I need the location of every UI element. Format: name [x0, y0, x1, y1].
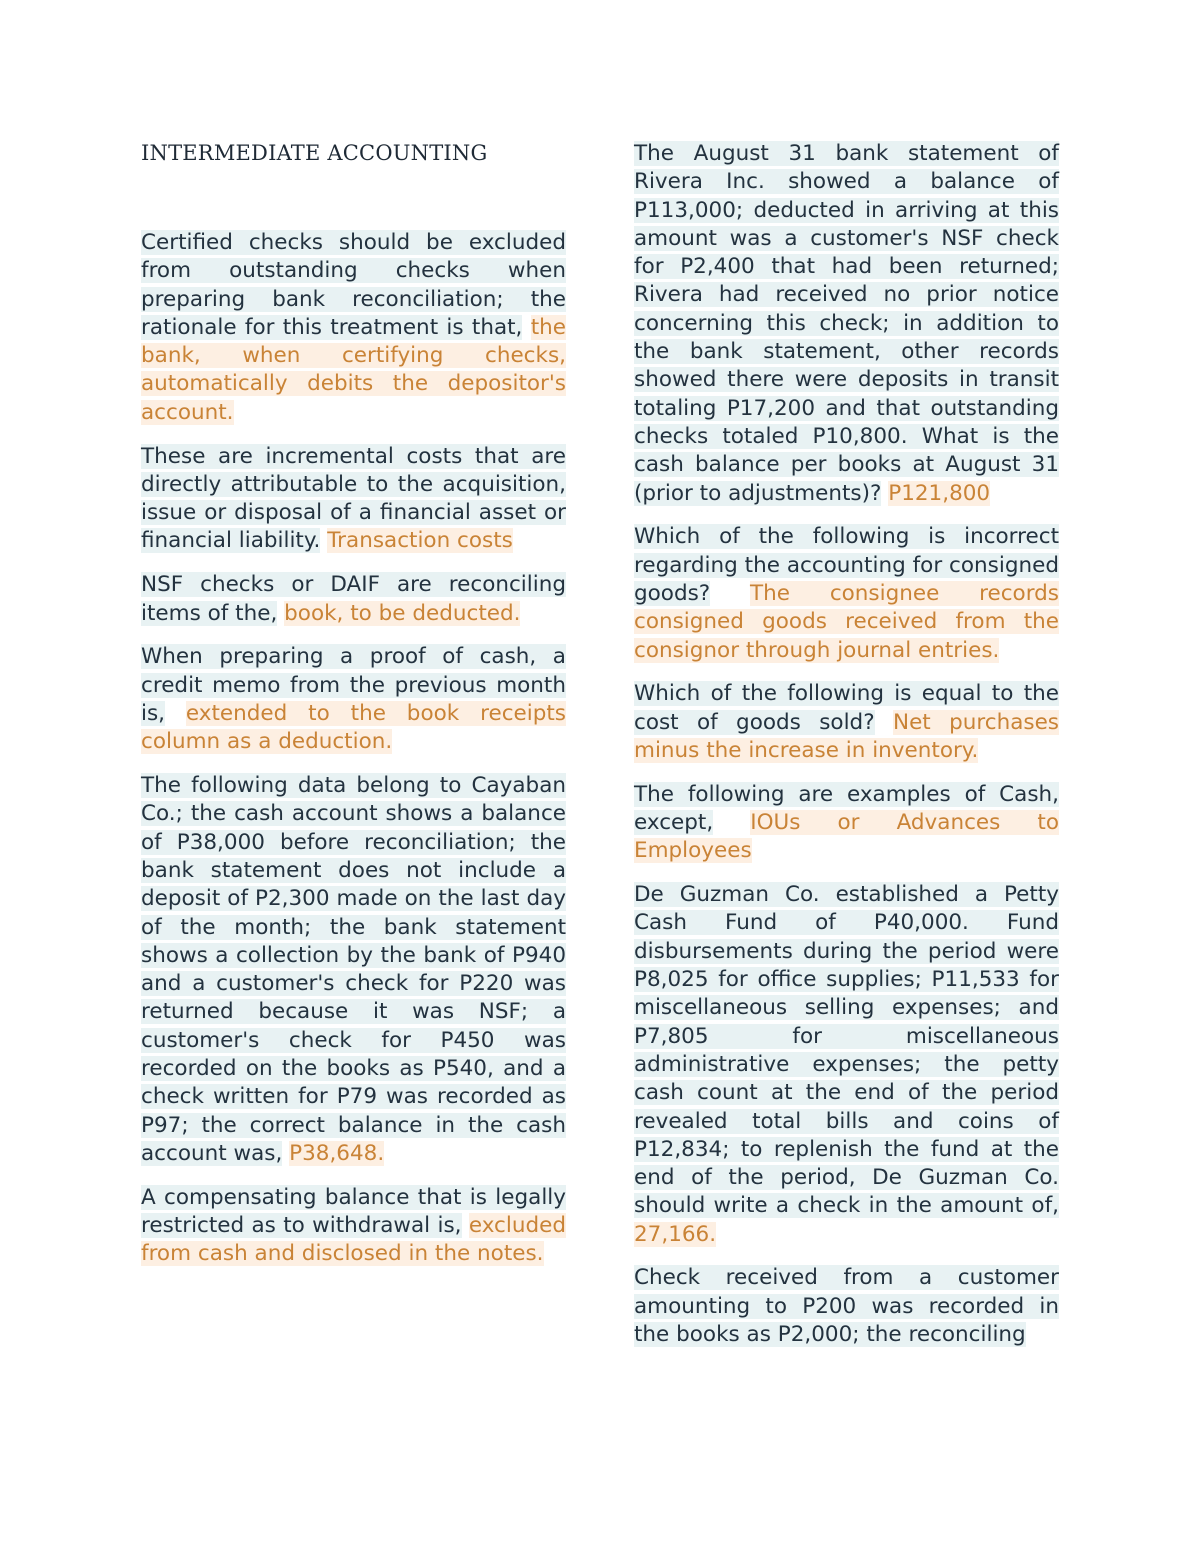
qa-item	[634, 1264, 1059, 1349]
question-text: When preparing a proof of cash, a credit memo from the previous month is,	[141, 644, 566, 726]
qa-item	[141, 229, 566, 427]
answer-text: excluded from cash and disclosed in the notes.	[141, 1213, 566, 1267]
question-text: The August 31 bank statement of Rivera Inc. showed a balance of P113,000; deducted in arriving at this amount was a customer's NSF check for P2,400 that had been returned; Rivera had received no prior notice concerning this check; in addition to the bank statement, other records showed there were deposits in transit totaling P17,200 and that outstanding checks totaled P10,800. What is the cash balance per books at August 31 (prior to adjustments)?	[634, 141, 1059, 506]
qa-item	[634, 781, 1059, 866]
answer-text: P121,800	[888, 480, 991, 506]
qa-item	[141, 643, 566, 756]
answer-text: the bank, when certifying checks, automatically debits the depositor's account.	[141, 314, 566, 425]
qa-item	[634, 680, 1059, 765]
left-column	[141, 229, 566, 1284]
page-title: INTERMEDIATE ACCOUNTING	[141, 141, 488, 165]
question-text: Which of the following is equal to the cost of goods sold?	[634, 681, 1059, 735]
qa-item	[141, 772, 566, 1168]
answer-text: extended to the book receipts column as a deduction.	[141, 700, 566, 755]
right-column	[634, 140, 1059, 1365]
answer-text: Net purchases minus the increase in inventory.	[634, 709, 1059, 763]
question-text: The following are examples of Cash, except,	[634, 781, 1059, 836]
qa-item	[141, 1184, 566, 1269]
question-text: Check received from a customer amounting to P200 was recorded in the books as P2,000; the reconciling	[634, 1265, 1059, 1348]
qa-item	[634, 140, 1059, 508]
answer-text: The consignee records consigned goods received from the consignor through journal entries.	[634, 580, 1059, 663]
answer-text: book, to be deducted.	[284, 600, 521, 626]
question-text: A compensating balance that is legally restricted as to withdrawal is,	[141, 1184, 566, 1238]
answer-text: 27,166.	[634, 1221, 717, 1247]
question-text: Which of the following is incorrect regarding the accounting for consigned goods?	[634, 524, 1059, 606]
qa-item	[141, 443, 566, 556]
qa-item	[634, 523, 1059, 664]
question-text: NSF checks or DAIF are reconciling items of the,	[141, 572, 566, 626]
answer-text: P38,648.	[289, 1140, 385, 1166]
question-text: The following data belong to Cayaban Co.; the cash account shows a balance of P38,000 before reconciliation; the bank statement does not include a deposit of P2,300 made on the last day of the month; the bank statement shows a collection by the bank of P940 and a customer's check for P220 was returned because it was NSF; a customer's check for P450 was recorded on the books as P540, and a check written for P79 was recorded as P97; the correct balance in the cash account was,	[141, 773, 566, 1166]
answer-text: IOUs or Advances to Employees	[634, 810, 1059, 864]
question-text: De Guzman Co. established a Petty Cash Fund of P40,000. Fund disbursements during the period were P8,025 for office supplies; P11,533 for miscellaneous selling expenses; and P7,805 for miscellaneous administrative expenses; the petty cash count at the end of the period revealed total bills and coins of P12,834; to replenish the fund at the end of the period, De Guzman Co. should write a check in the amount of,	[634, 882, 1059, 1219]
question-text: These are incremental costs that are directly attributable to the acquisition, issue or disposal of a financial asset or financial liability.	[141, 443, 566, 554]
question-text: Certified checks should be excluded from outstanding checks when preparing bank reconciliation; the rationale for this treatment is that,	[141, 230, 566, 340]
qa-item	[141, 571, 566, 628]
answer-text: Transaction costs	[327, 528, 513, 554]
qa-item	[634, 881, 1059, 1249]
